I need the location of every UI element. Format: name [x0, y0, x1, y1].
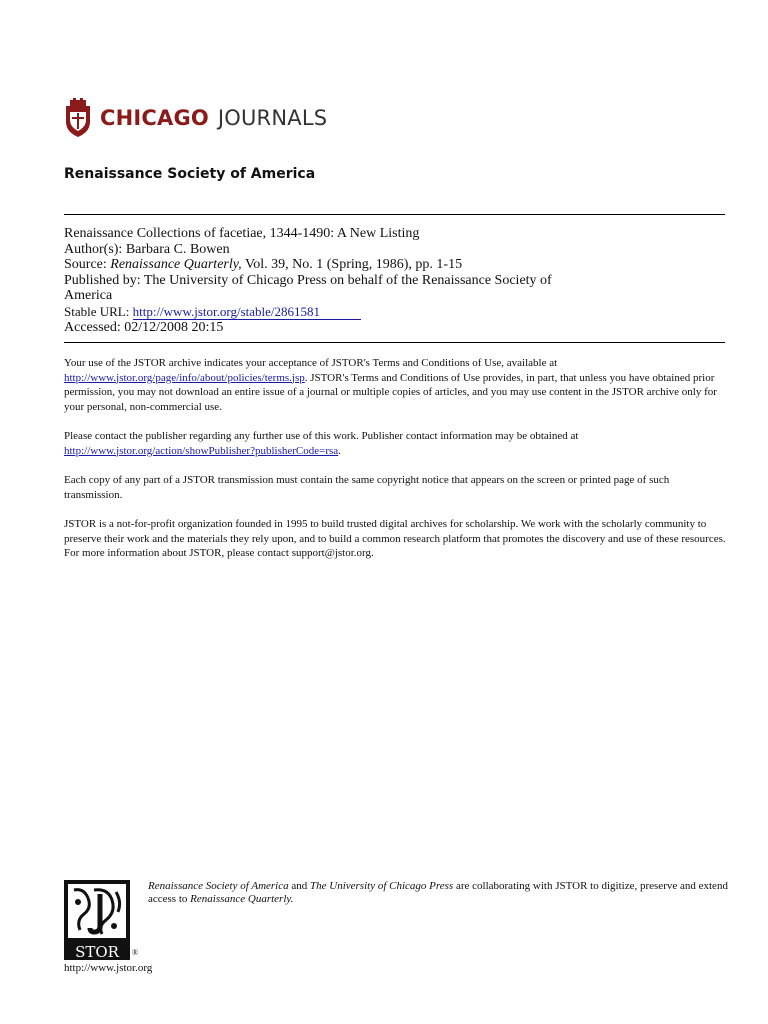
society-heading: Renaissance Society of America — [64, 166, 316, 182]
authors-line: Author(s): Barbara C. Bowen — [64, 241, 230, 257]
terms-paragraph: Your use of the JSTOR archive indicates your acceptance of JSTOR's Terms and Conditions of Use, available at http://www.jstor.org/page/info/about/policies/terms.jsp. JSTOR's Terms and Conditions of Use provides, in part, that unless you have obtained prior permission, you may not download an entire issue of a journal or multiple copies of articles, and you may use content in the JSTOR archive only for your personal, non-commercial use. — [64, 357, 717, 413]
collaboration-statement: Renaissance Society of America and The University of Chicago Press are collaborating with JSTOR to digitize, preserve and extend access to Renaissance Quarterly. — [148, 880, 728, 905]
top-divider — [64, 214, 725, 215]
published-line-2: America — [64, 288, 113, 303]
publisher-link[interactable]: http://www.jstor.org/action/showPublisher?publisherCode=rsa — [64, 444, 339, 457]
university-shield-icon — [64, 98, 92, 138]
jstor-about-paragraph: JSTOR is a not-for-profit organization founded in 1995 to build trusted digital archives for scholarship. We work with the scholarly community to preserve their work and the materials they rely upon, and to build a common research platform that promotes the discovery and use of these resources. For more information about JSTOR, please contact support@jstor.org. — [64, 518, 726, 559]
jstor-logo-text: STOR — [75, 943, 119, 960]
terms-section — [64, 356, 726, 576]
jstor-url[interactable]: http://www.jstor.org — [64, 962, 153, 974]
source-line: Source: Renaissance Quarterly, Vol. 39, No. 1 (Spring, 1986), pp. 1-15 — [64, 257, 463, 272]
jstor-logo-icon — [64, 880, 130, 960]
logo-wordmark: CHICAGO JOURNALS — [100, 106, 328, 130]
publisher-contact-paragraph: Please contact the publisher regarding any further use of this work. Publisher contact information may be obtained at http://www.jstor.org/action/showPublisher?publisherCode=rsa. — [64, 430, 579, 457]
article-title: Renaissance Collections of facetiae, 1344-1490: A New Listing — [64, 226, 420, 241]
accessed-line: Accessed: 02/12/2008 20:15 — [64, 320, 224, 335]
stable-url-link[interactable]: http://www.jstor.org/stable/2861581 — [132, 303, 321, 319]
stable-url-line: Stable URL: http://www.jstor.org/stable/2861581 — [64, 304, 725, 321]
bottom-divider — [64, 342, 725, 343]
registered-mark: ® — [132, 948, 139, 957]
published-line: Published by: The University of Chicago Press on behalf of the Renaissance Society of — [64, 272, 552, 288]
chicago-journals-logo — [64, 96, 327, 140]
article-metadata — [64, 226, 725, 336]
terms-link[interactable]: http://www.jstor.org/page/info/about/policies/terms.jsp — [64, 371, 305, 384]
copyright-paragraph: Each copy of any part of a JSTOR transmission must contain the same copyright notice that appears on the screen or printed page of such transmission. — [64, 474, 670, 501]
